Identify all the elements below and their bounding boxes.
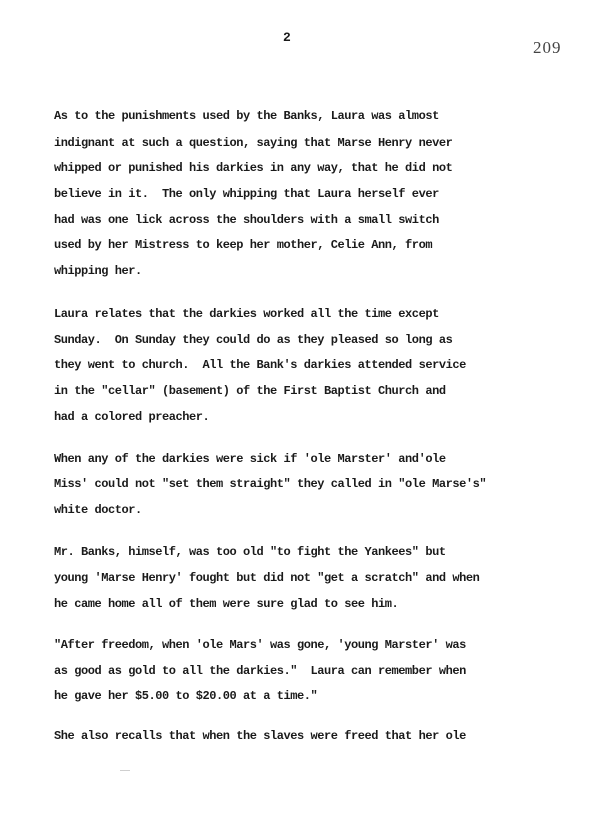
text-line: as good as gold to all the darkies." Laura can remember when [54, 664, 466, 678]
text-line: in the "cellar" (basement) of the First Baptist Church and [54, 384, 446, 398]
text-line: they went to church. All the Bank's darkies attended service [54, 358, 466, 372]
text-line: When any of the darkies were sick if 'ole Marster' and'ole [54, 452, 446, 466]
text-line: believe in it. The only whipping that Laura herself ever [54, 187, 439, 201]
text-line: used by her Mistress to keep her mother, Celie Ann, from [54, 238, 433, 252]
page-number: 2 [283, 30, 291, 45]
archive-page-number: 209 [533, 38, 562, 57]
text-line: indignant at such a question, saying that Marse Henry never [54, 136, 453, 150]
text-line: had was one lick across the shoulders with a small switch [54, 213, 439, 227]
text-line: young 'Marse Henry' fought but did not "get a scratch" and when [54, 571, 480, 585]
text-line: Sunday. On Sunday they could do as they pleased so long as [54, 333, 453, 347]
text-line: had a colored preacher. [54, 410, 210, 424]
scan-speck [120, 770, 130, 771]
text-line: Laura relates that the darkies worked all the time except [54, 307, 439, 321]
text-line: She also recalls that when the slaves were freed that her ole [54, 729, 466, 743]
text-line: whipped or punished his darkies in any way, that he did not [54, 161, 453, 175]
text-line: he gave her $5.00 to $20.00 at a time." [54, 689, 318, 703]
text-line: "After freedom, when 'ole Mars' was gone, 'young Marster' was [54, 638, 466, 652]
text-line: whipping her. [54, 264, 142, 278]
text-line: As to the punishments used by the Banks, Laura was almost [54, 109, 439, 123]
text-line: Mr. Banks, himself, was too old "to fight the Yankees" but [54, 545, 446, 559]
text-line: Miss' could not "set them straight" they called in "ole Marse's" [54, 477, 487, 491]
text-line: white doctor. [54, 503, 142, 517]
text-line: he came home all of them were sure glad to see him. [54, 597, 399, 611]
